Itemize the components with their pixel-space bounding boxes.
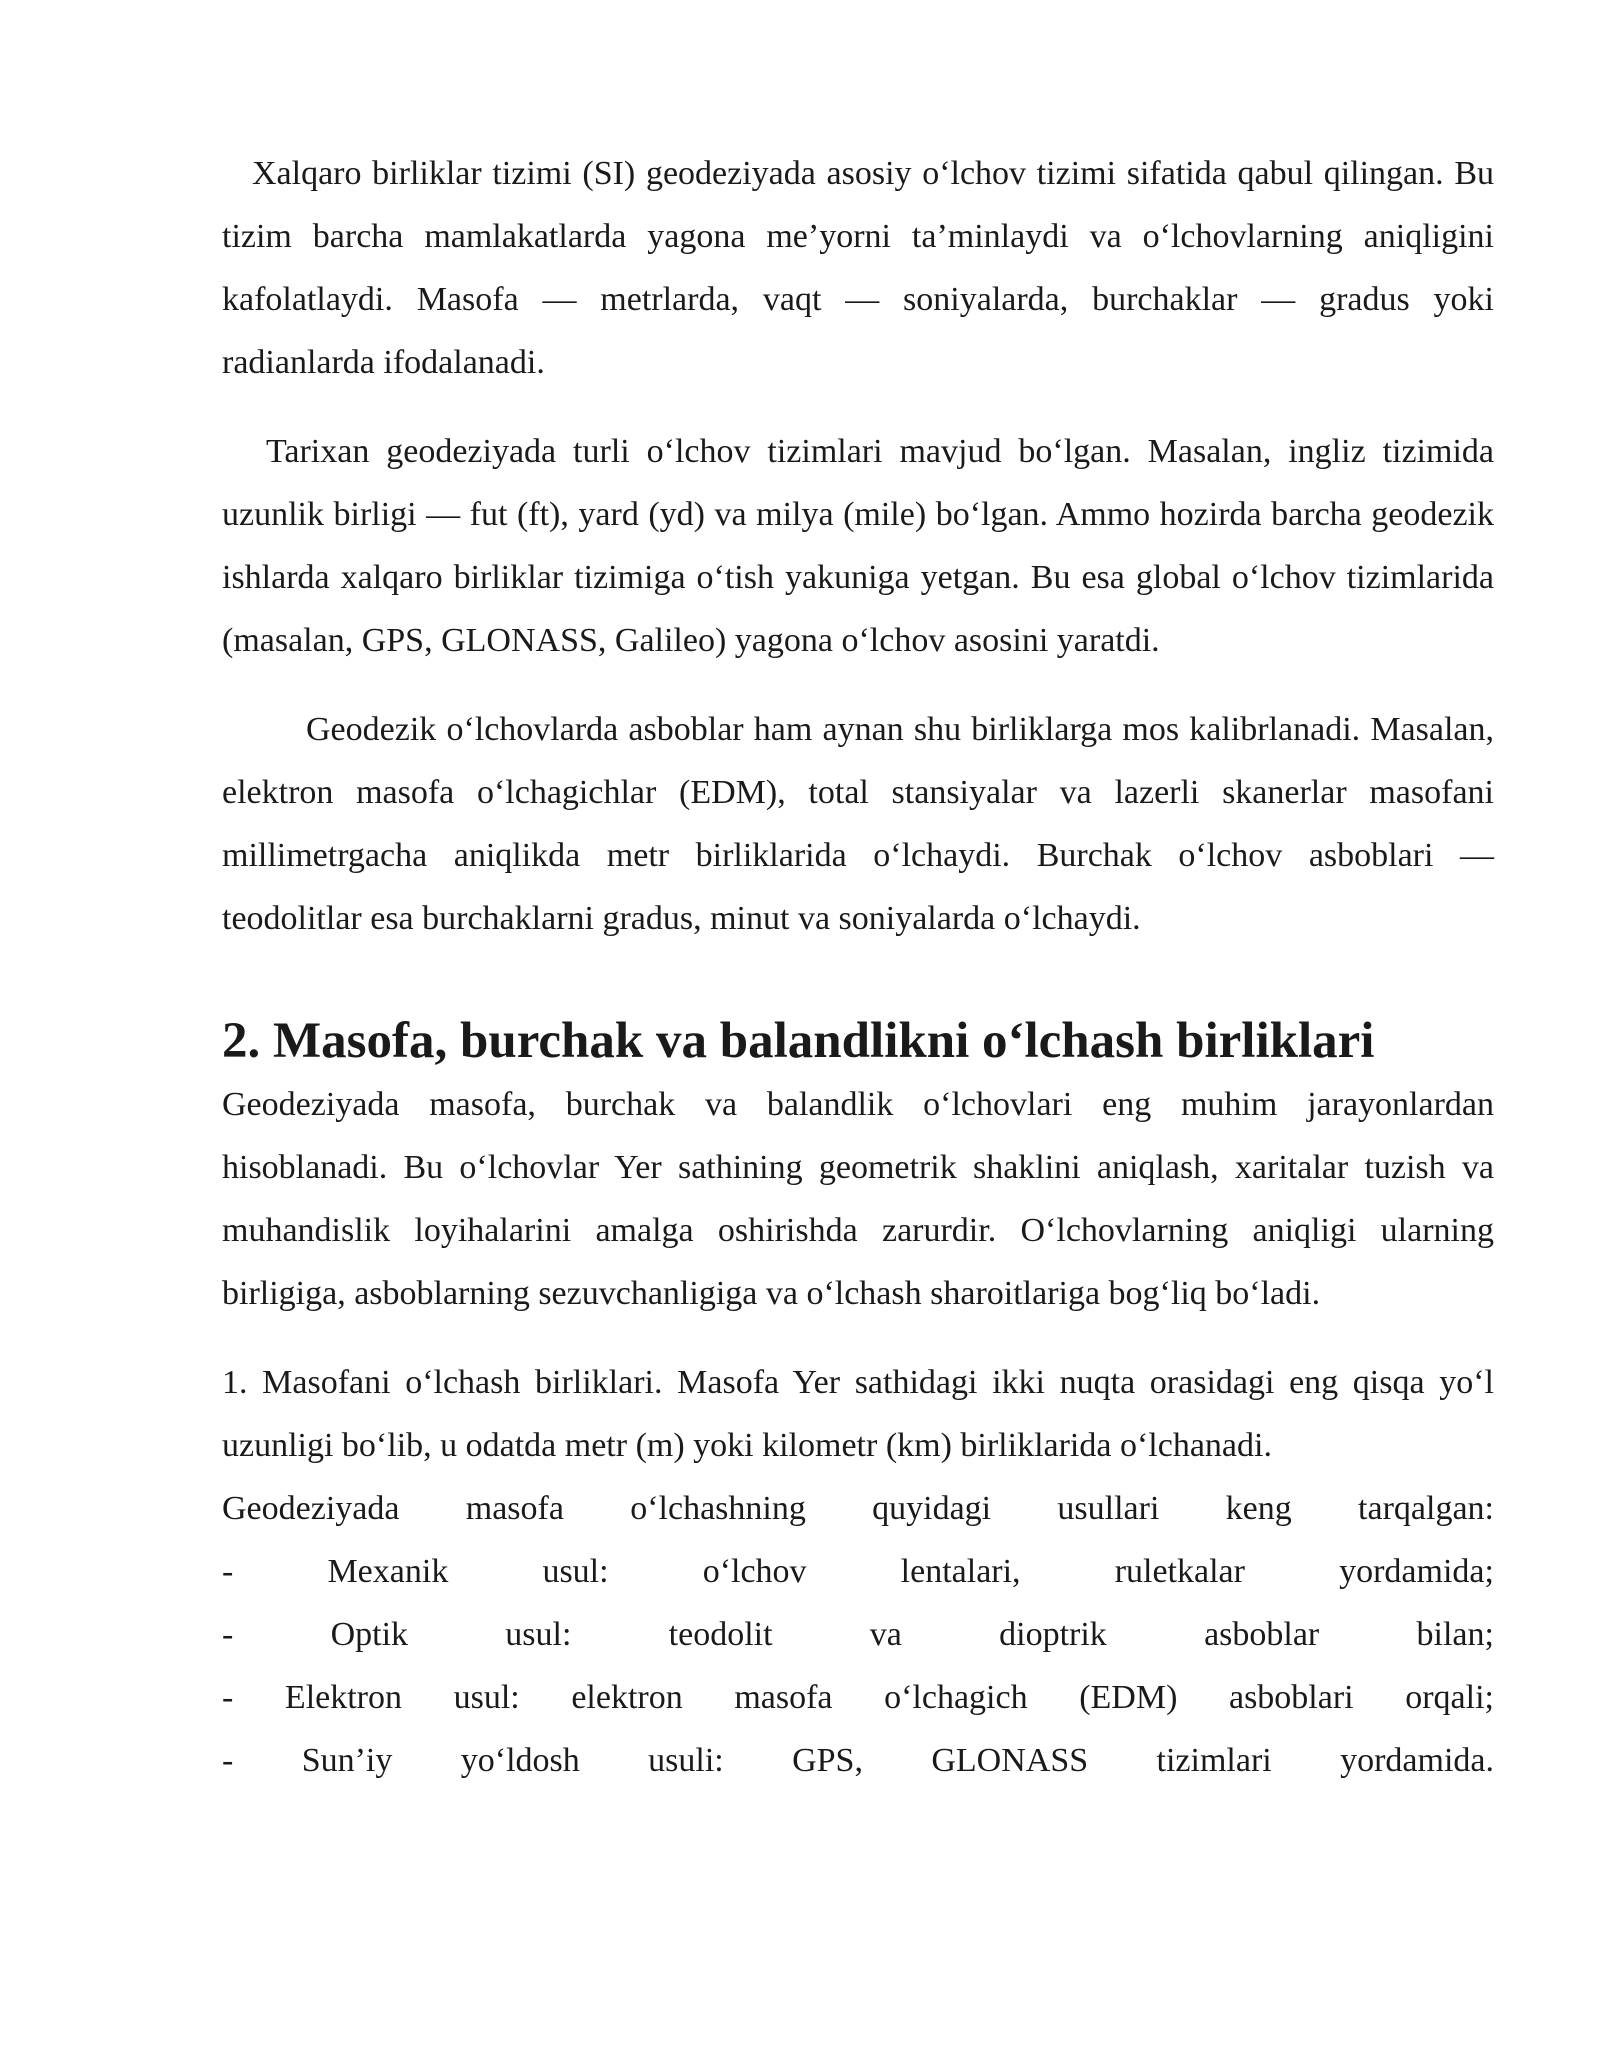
paragraph-si-system: Xalqaro birliklar tizimi (SI) geodeziyada asosiy o‘lchov tizimi sifatida qabul qilingan. Bu tizim barcha mamlakatlarda yagona me’yorni ta’minlaydi va o‘lchovlarning aniqligini kafolatlaydi. Masofa — metrlarda, vaqt — soniyalarda, burchaklar — gradus yoki radianlarda ifodalanadi. — [222, 155, 1494, 381]
section-heading: 2. Masofa, burchak va balandlikni o‘lchash birliklari — [222, 1013, 1375, 1069]
list-item: - Mexanik usul: o‘lchov lentalari, ruletkalar yordamida; — [222, 1553, 1494, 1590]
list-item: - Elektron usul: elektron masofa o‘lchagich (EDM) asboblari orqali; — [222, 1679, 1494, 1716]
methods-list — [222, 1540, 1494, 1792]
paragraph-instruments: Geodezik o‘lchovlarda asboblar ham aynan shu birliklarga mos kalibrlanadi. Masalan, elektron masofa o‘lchagichlar (EDM), total stansiyalar va lazerli skanerlar masofani millimetrgacha aniqlikda metr birliklarida o‘lchaydi. Burchak o‘lchov asboblari — teodolitlar esa burchaklarni gradus, minut va soniyalarda o‘lchaydi. — [222, 711, 1494, 937]
document-page — [222, 142, 1494, 1792]
list-item: - Sun’iy yo‘ldosh usuli: GPS, GLONASS tizimlari yordamida. — [222, 1742, 1494, 1779]
paragraph-history: Tarixan geodeziyada turli o‘lchov tizimlari mavjud bo‘lgan. Masalan, ingliz tizimida uzunlik birligi — fut (ft), yard (yd) va milya (mile) bo‘lgan. Ammo hozirda barcha geodezik ishlarda xalqaro birliklar tizimiga o‘tish yakuniga yetgan. Bu esa global o‘lchov tizimlarida (masalan, GPS, GLONASS, Galileo) yagona o‘lchov asosini yaratdi. — [222, 433, 1494, 659]
paragraph-methods-intro: Geodeziyada masofa o‘lchashning quyidagi usullari keng tarqalgan: — [222, 1490, 1494, 1527]
list-item: - Optik usul: teodolit va dioptrik asboblar bilan; — [222, 1616, 1494, 1653]
paragraph-measurements: Geodeziyada masofa, burchak va balandlik o‘lchovlari eng muhim jarayonlardan hisoblanadi. Bu o‘lchovlar Yer sathining geometrik shaklini aniqlash, xaritalar tuzish va muhandislik loyihalarini amalga oshirishda zarurdir. O‘lchovlarning aniqligi ularning birligiga, asboblarning sezuvchanligiga va o‘lchash sharoitlariga bog‘liq bo‘ladi. — [222, 1086, 1494, 1312]
paragraph-distance-units: 1. Masofani o‘lchash birliklari. Masofa Yer sathidagi ikki nuqta orasidagi eng qisqa yo‘l uzunligi bo‘lib, u odatda metr (m) yoki kilometr (km) birliklarida o‘lchanadi. — [222, 1364, 1494, 1464]
